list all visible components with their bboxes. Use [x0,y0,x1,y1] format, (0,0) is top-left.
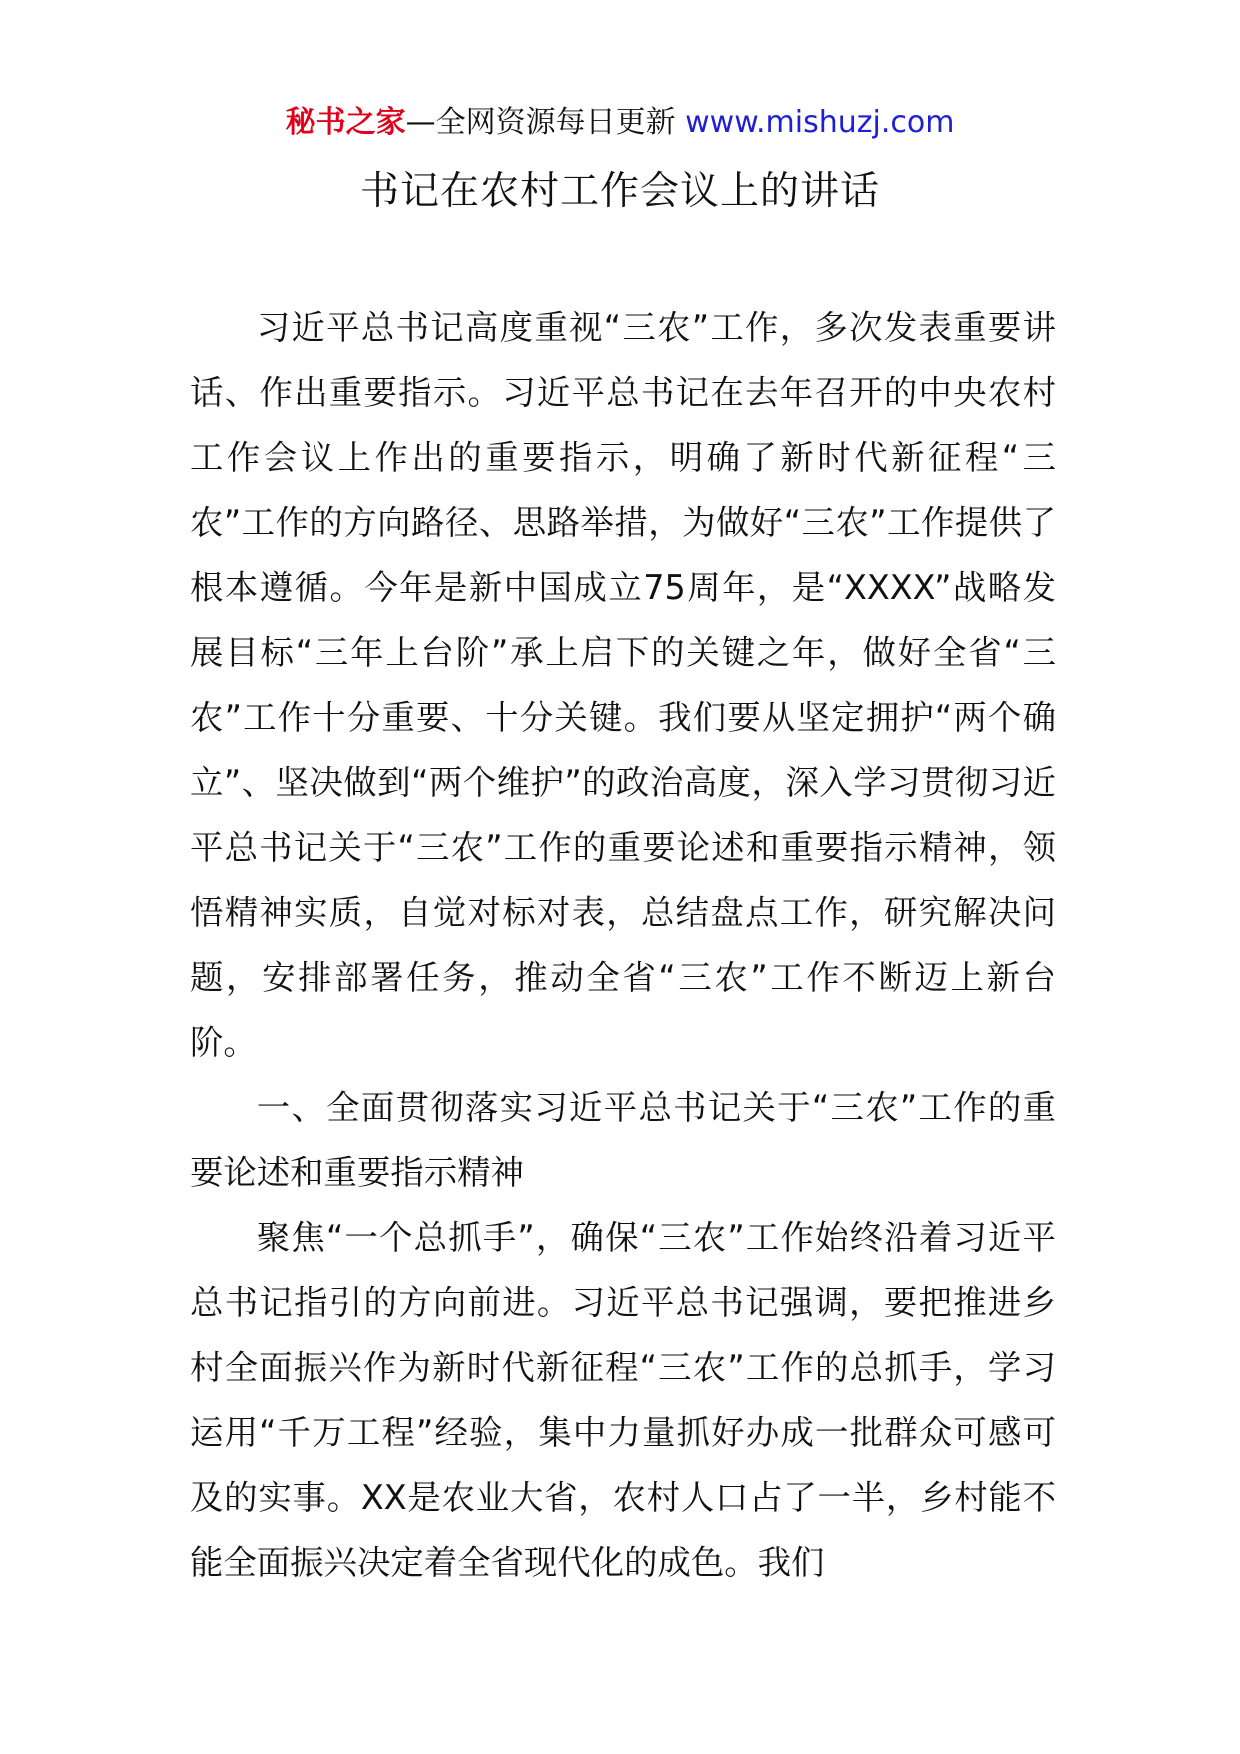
site-header [0,98,1240,148]
site-brand: 秘书之家 [285,105,406,140]
section-heading-1: 一、全面贯彻落实习近平总书记关于“三农”工作的重要论述和重要指示精神 [190,1088,1056,1192]
site-tagline: —全网资源每日更新 [405,105,676,140]
document-body [190,295,1056,1595]
paragraph-intro: 习近平总书记高度重视“三农”工作，多次发表重要讲话、作出重要指示。习近平总书记在去年召开的中央农村工作会议上作出的重要指示，明确了新时代新征程“三农”工作的方向路径、思路举措，为做好“三农”工作提供了根本遵循。今年是新中国成立75周年，是“XXXX”战略发展目标“三年上台阶”承上启下的关键之年，做好全省“三农”工作十分重要、十分关键。我们要从坚定拥护“两个确立”、坚决做到“两个维护”的政治高度，深入学习贯彻习近平总书记关于“三农”工作的重要论述和重要指示精神，领悟精神实质，自觉对标对表，总结盘点工作，研究解决问题，安排部署任务，推动全省“三农”工作不断迈上新台阶。 [190,308,1056,1062]
document-title: 书记在农村工作会议上的讲话 [359,169,880,214]
site-url-link[interactable]: www.mishuzj.com [685,105,955,140]
paragraph-section-1: 聚焦“一个总抓手”，确保“三农”工作始终沿着习近平总书记指引的方向前进。习近平总书记强调，要把推进乡村全面振兴作为新时代新征程“三农”工作的总抓手，学习运用“千万工程”经验，集中力量抓好办成一批群众可感可及的实事。XX是农业大省，农村人口占了一半，乡村能不能全面振兴决定着全省现代化的成色。我们 [190,1218,1056,1582]
